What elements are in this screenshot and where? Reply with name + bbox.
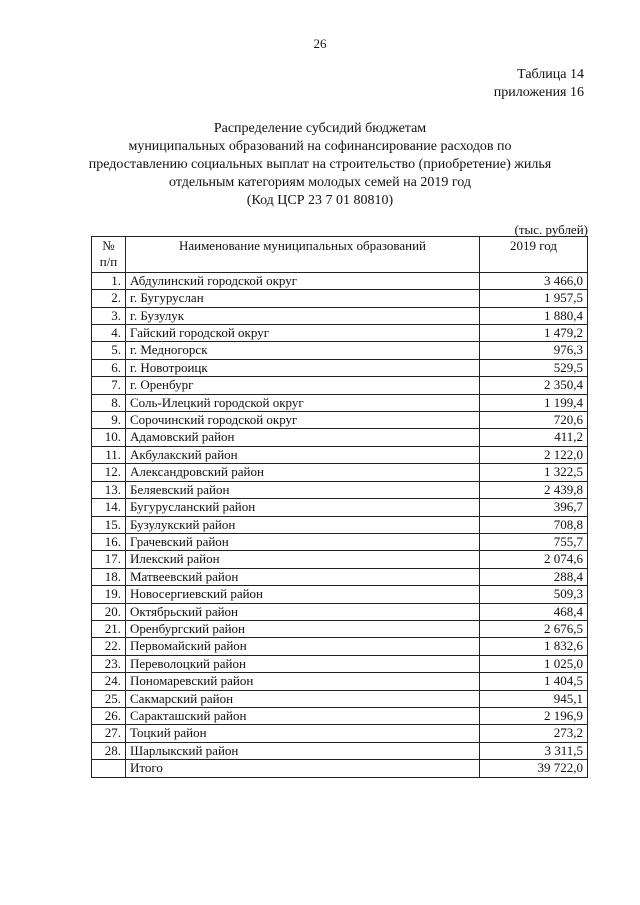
row-name: Пономаревский район xyxy=(126,673,480,690)
table-row xyxy=(92,638,588,655)
row-name: Гайский городской округ xyxy=(126,325,480,342)
table-row xyxy=(92,586,588,603)
total-label: Итого xyxy=(126,760,480,777)
row-value: 1 199,4 xyxy=(480,394,588,411)
table-row xyxy=(92,429,588,446)
row-number: 28. xyxy=(92,742,126,759)
row-name: Беляевский район xyxy=(126,481,480,498)
row-number: 11. xyxy=(92,446,126,463)
row-value: 2 676,5 xyxy=(480,620,588,637)
header-year: 2019 год xyxy=(480,237,588,273)
table-row xyxy=(92,707,588,724)
table-header-row xyxy=(92,237,588,273)
row-value: 3 466,0 xyxy=(480,272,588,289)
row-number: 3. xyxy=(92,307,126,324)
row-value: 396,7 xyxy=(480,499,588,516)
table-row xyxy=(92,377,588,394)
table-row xyxy=(92,725,588,742)
row-value: 288,4 xyxy=(480,568,588,585)
row-value: 945,1 xyxy=(480,690,588,707)
table-row xyxy=(92,673,588,690)
row-name: Новосергиевский район xyxy=(126,586,480,603)
row-number: 1. xyxy=(92,272,126,289)
table-row xyxy=(92,742,588,759)
row-number: 27. xyxy=(92,725,126,742)
table-row xyxy=(92,603,588,620)
row-number: 8. xyxy=(92,394,126,411)
row-number: 16. xyxy=(92,533,126,550)
row-name: Первомайский район xyxy=(126,638,480,655)
row-name: Сакмарский район xyxy=(126,690,480,707)
row-name: Бузулукский район xyxy=(126,516,480,533)
table-reference-line2: приложения 16 xyxy=(493,85,584,100)
row-name: Бугурусланский район xyxy=(126,499,480,516)
table-reference xyxy=(494,66,584,102)
table-row xyxy=(92,655,588,672)
table-row xyxy=(92,516,588,533)
row-value: 1 404,5 xyxy=(480,673,588,690)
row-number: 2. xyxy=(92,290,126,307)
row-value: 708,8 xyxy=(480,516,588,533)
row-value: 2 196,9 xyxy=(480,707,588,724)
header-name: Наименование муниципальных образований xyxy=(126,237,480,273)
row-name: Адамовский район xyxy=(126,429,480,446)
row-value: 720,6 xyxy=(480,412,588,429)
row-name: Переволоцкий район xyxy=(126,655,480,672)
table-row xyxy=(92,446,588,463)
row-value: 1 025,0 xyxy=(480,655,588,672)
title-line5: (Код ЦСР 23 7 01 80810) xyxy=(246,193,394,208)
table-row xyxy=(92,342,588,359)
row-value: 976,3 xyxy=(480,342,588,359)
row-number: 5. xyxy=(92,342,126,359)
table-row xyxy=(92,307,588,324)
row-name: г. Медногорск xyxy=(126,342,480,359)
row-value: 1 957,5 xyxy=(480,290,588,307)
row-name: Матвеевский район xyxy=(126,568,480,585)
row-value: 755,7 xyxy=(480,533,588,550)
title-line4: отдельным категориям молодых семей на 2019 год xyxy=(169,175,471,190)
title-line3: предоставлению социальных выплат на строительство (приобретение) жилья xyxy=(88,157,552,172)
table-row xyxy=(92,533,588,550)
row-name: г. Оренбург xyxy=(126,377,480,394)
row-number: 17. xyxy=(92,551,126,568)
page-number: 26 xyxy=(313,36,327,51)
row-name: Абдулинский городской округ xyxy=(126,272,480,289)
title-line2: муниципальных образований на софинансирование расходов по xyxy=(128,139,512,154)
row-number: 12. xyxy=(92,464,126,481)
row-value: 2 439,8 xyxy=(480,481,588,498)
table-row xyxy=(92,568,588,585)
header-number-symbol: № xyxy=(102,238,115,253)
row-value: 1 832,6 xyxy=(480,638,588,655)
table-body xyxy=(92,272,588,759)
row-number: 21. xyxy=(92,620,126,637)
table-row xyxy=(92,325,588,342)
row-number: 26. xyxy=(92,707,126,724)
subsidies-table xyxy=(91,236,588,778)
row-number: 10. xyxy=(92,429,126,446)
row-name: Сорочинский городской округ xyxy=(126,412,480,429)
row-name: Грачевский район xyxy=(126,533,480,550)
table-row xyxy=(92,620,588,637)
header-number xyxy=(92,237,126,273)
row-name: г. Бузулук xyxy=(126,307,480,324)
table-row xyxy=(92,290,588,307)
row-value: 2 074,6 xyxy=(480,551,588,568)
table-row xyxy=(92,499,588,516)
total-row xyxy=(92,760,588,777)
table-reference-line1: Таблица 14 xyxy=(517,67,584,82)
table-row xyxy=(92,394,588,411)
row-number: 13. xyxy=(92,481,126,498)
row-value: 411,2 xyxy=(480,429,588,446)
title-line1: Распределение субсидий бюджетам xyxy=(213,121,427,136)
row-number: 19. xyxy=(92,586,126,603)
row-name: г. Новотроицк xyxy=(126,359,480,376)
unit-label: (тыс. рублей) xyxy=(514,222,588,237)
row-number: 24. xyxy=(92,673,126,690)
row-value: 468,4 xyxy=(480,603,588,620)
row-name: г. Бугуруслан xyxy=(126,290,480,307)
table-row xyxy=(92,551,588,568)
table-row xyxy=(92,272,588,289)
row-name: Соль-Илецкий городской округ xyxy=(126,394,480,411)
row-value: 529,5 xyxy=(480,359,588,376)
table-row xyxy=(92,690,588,707)
row-number: 6. xyxy=(92,359,126,376)
total-value: 39 722,0 xyxy=(480,760,588,777)
row-number: 9. xyxy=(92,412,126,429)
row-value: 3 311,5 xyxy=(480,742,588,759)
row-number: 7. xyxy=(92,377,126,394)
row-name: Шарлыкский район xyxy=(126,742,480,759)
table-row xyxy=(92,359,588,376)
table-row xyxy=(92,412,588,429)
table-row xyxy=(92,464,588,481)
row-value: 1 880,4 xyxy=(480,307,588,324)
row-value: 1 479,2 xyxy=(480,325,588,342)
row-name: Саракташский район xyxy=(126,707,480,724)
row-value: 2 122,0 xyxy=(480,446,588,463)
row-value: 1 322,5 xyxy=(480,464,588,481)
row-name: Александровский район xyxy=(126,464,480,481)
row-number: 15. xyxy=(92,516,126,533)
row-name: Октябрьский район xyxy=(126,603,480,620)
row-number: 4. xyxy=(92,325,126,342)
total-number-cell xyxy=(92,760,126,777)
document-title xyxy=(60,120,580,210)
row-number: 22. xyxy=(92,638,126,655)
row-name: Оренбургский район xyxy=(126,620,480,637)
row-number: 20. xyxy=(92,603,126,620)
table-row xyxy=(92,481,588,498)
row-name: Акбулакский район xyxy=(126,446,480,463)
row-number: 18. xyxy=(92,568,126,585)
row-number: 25. xyxy=(92,690,126,707)
row-number: 14. xyxy=(92,499,126,516)
row-number: 23. xyxy=(92,655,126,672)
header-number-abbr: п/п xyxy=(99,254,118,270)
row-value: 2 350,4 xyxy=(480,377,588,394)
row-name: Илекский район xyxy=(126,551,480,568)
row-name: Тоцкий район xyxy=(126,725,480,742)
row-value: 273,2 xyxy=(480,725,588,742)
row-value: 509,3 xyxy=(480,586,588,603)
